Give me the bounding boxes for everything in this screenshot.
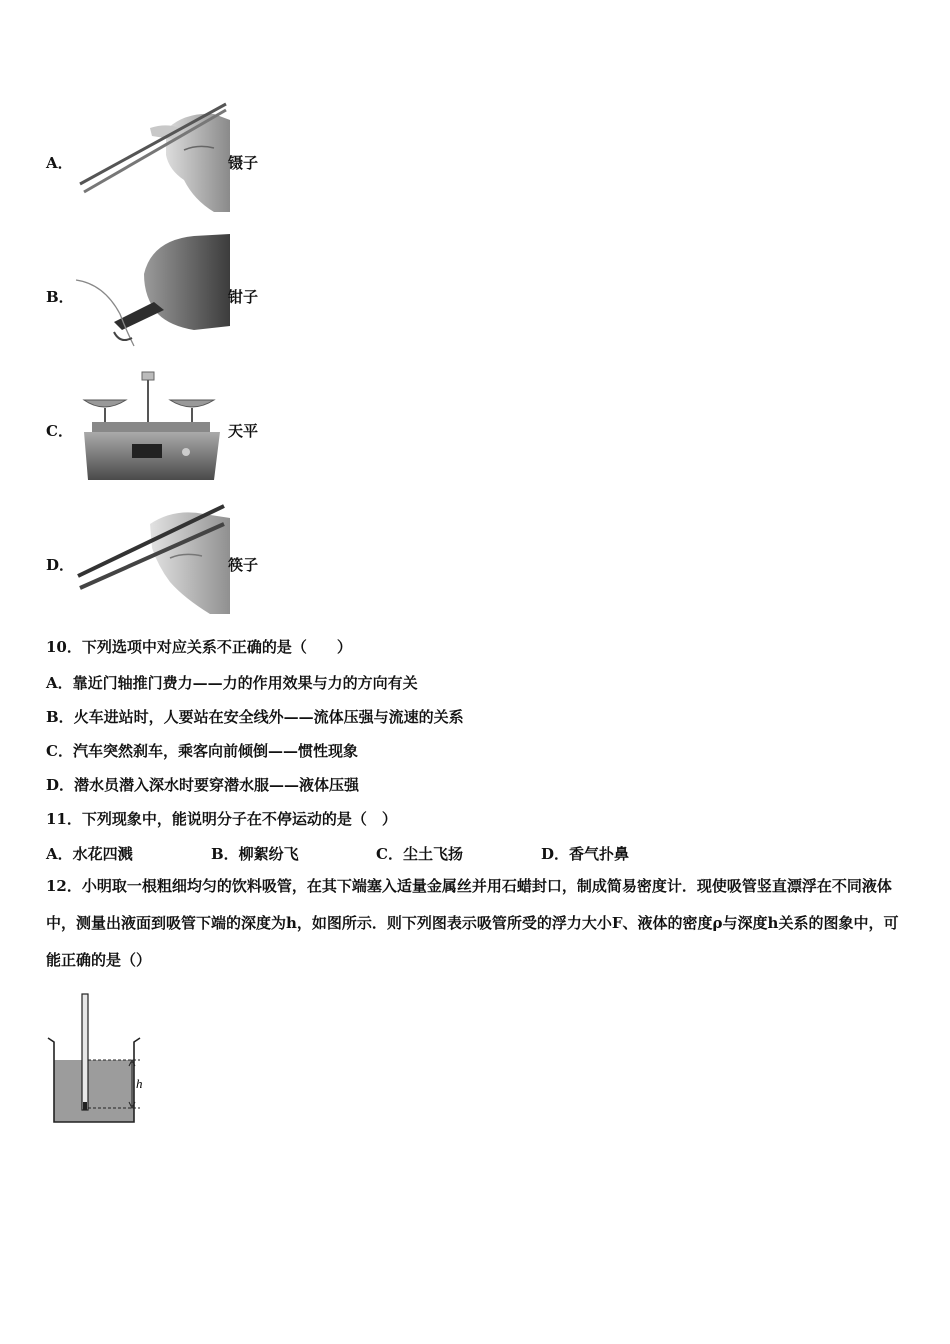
balance-image [74,368,230,484]
q11-choices [46,843,629,864]
pliers-image [74,234,230,350]
option-d-letter: D． [46,556,75,574]
option-c-row [46,368,466,488]
option-b-row [46,234,466,354]
depth-h-label: h [136,1076,143,1091]
q11-option-a: A．水花四溅 [46,845,133,863]
option-d-row [46,502,466,622]
beaker-figure [42,990,162,1130]
q12-text: 12．小明取一根粗细均匀的饮料吸管，在其下端塞入适量金属丝并用石蜡封口，制成简易密度计．现使吸管竖直漂浮在不同液体中，测量出液面到吸管下端的深度为h，如图所示．则下列图表示吸管所受的浮力大小F、液体的密度ρ与深度h关系的图象中，可能正确的是（） [46,877,899,969]
option-b-letter: B． [46,288,74,306]
q11-option-b: B．柳絮纷飞 [211,845,299,863]
q11-option-d: D．香气扑鼻 [541,845,630,863]
chopsticks-image [74,502,230,618]
option-c-caption: 天平 [228,422,259,440]
q11-stem: 11．下列现象中，能说明分子在不停运动的是（ ） [46,810,397,828]
option-d-caption: 筷子 [228,556,259,574]
q10-option-c: C．汽车突然刹车，乘客向前倾倒——惯性现象 [46,742,358,760]
option-a-caption: 镊子 [228,154,259,172]
option-a-letter: A． [46,154,73,172]
q10-option-b: B．火车进站时，人要站在安全线外——流体压强与流速的关系 [46,708,464,726]
option-a-row [46,100,466,220]
option-b-caption: 钳子 [228,288,259,306]
tweezers-image [74,100,230,216]
option-c-letter: C． [46,422,73,440]
q11-option-c: C．尘土飞扬 [376,845,463,863]
q10-stem: 10．下列选项中对应关系不正确的是（ ） [46,638,352,656]
q10-option-a: A．靠近门轴推门费力——力的作用效果与力的方向有关 [46,674,418,692]
q10-option-d: D．潜水员潜入深水时要穿潜水服——液体压强 [46,776,360,794]
